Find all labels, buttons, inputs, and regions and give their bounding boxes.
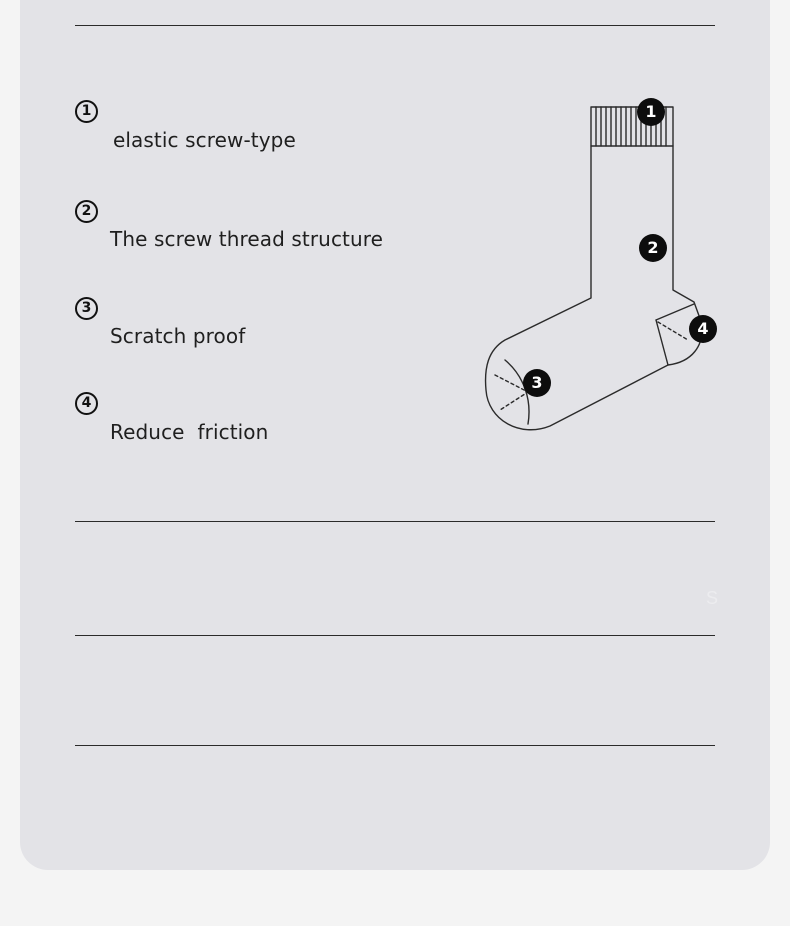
diagram-marker-4: 4 (689, 315, 717, 343)
diagram-marker-1: 1 (637, 98, 665, 126)
faint-watermark-text: S (706, 588, 719, 608)
top-divider (75, 25, 715, 26)
divider-2 (75, 635, 715, 636)
feature-label: Reduce friction (110, 420, 269, 444)
divider-3 (75, 745, 715, 746)
diagram-marker-2: 2 (639, 234, 667, 262)
feature-number-badge: 2 (75, 200, 98, 223)
feature-number-badge: 4 (75, 392, 98, 415)
feature-number-badge: 3 (75, 297, 98, 320)
sock-outline-icon (460, 90, 730, 450)
feature-label: The screw thread structure (110, 227, 384, 251)
divider-1 (75, 521, 715, 522)
diagram-marker-3: 3 (523, 369, 551, 397)
feature-number-badge: 1 (75, 100, 98, 123)
sock-diagram (460, 90, 730, 450)
feature-label: elastic screw-type (113, 128, 296, 152)
feature-label: Scratch proof (110, 324, 246, 348)
content-card (20, 0, 770, 870)
